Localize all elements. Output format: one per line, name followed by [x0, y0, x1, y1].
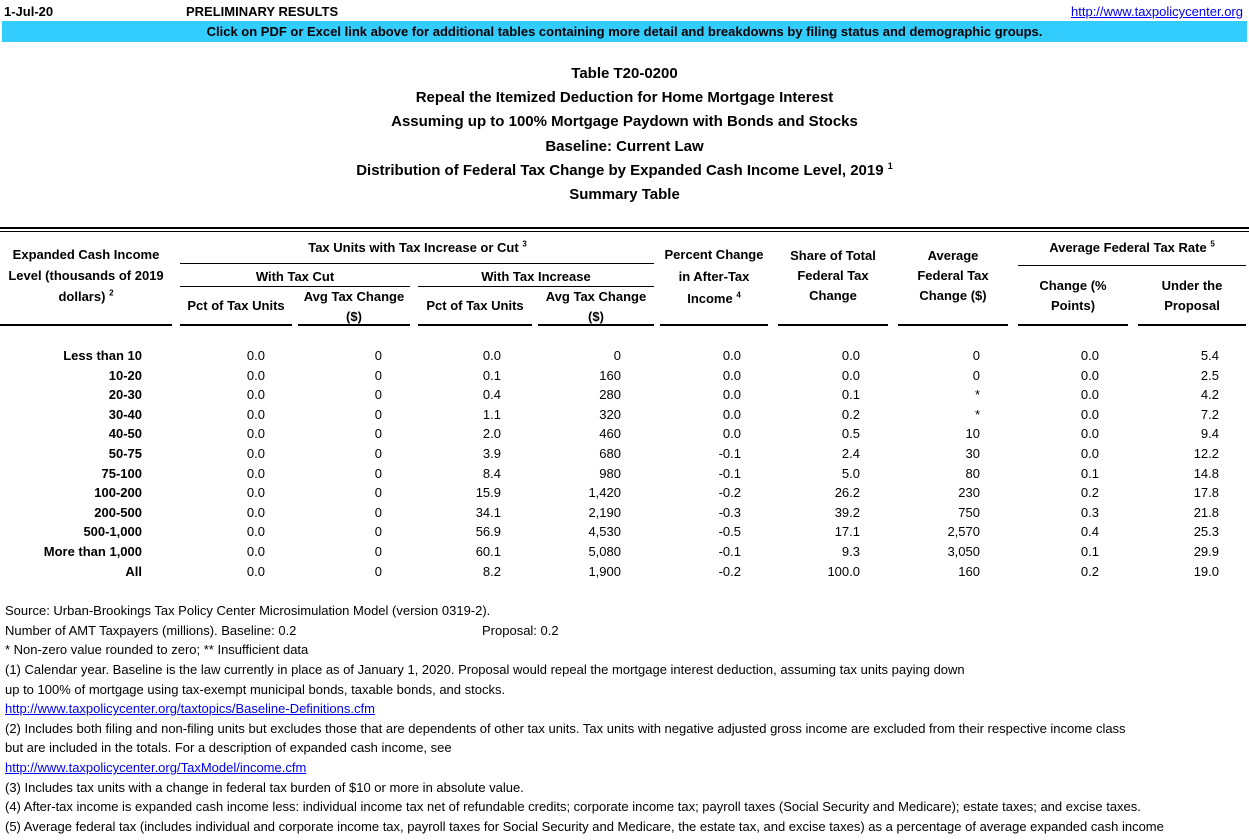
cell-share: 0.1: [841, 387, 860, 403]
cell-inc-pct: 0.4: [482, 387, 501, 403]
amt-proposal: Proposal: 0.2: [482, 623, 559, 638]
title-line-3: Baseline: Current Law: [545, 137, 704, 155]
cell-rate-change: 0.1: [1080, 544, 1099, 559]
col-cut-avg: Avg Tax Change ($): [303, 289, 405, 324]
cell-share: 17.1: [834, 524, 860, 540]
footnote-marker-1: 1: [887, 160, 893, 171]
cell-pct-after: -0.1: [718, 446, 741, 461]
cell-inc-avg: 1,900: [588, 563, 621, 579]
footnote-2b: but are included in the totals. For a description of expanded cash income, see: [5, 740, 452, 755]
col-inc-pct: Pct of Tax Units: [426, 298, 524, 313]
table-row: [0, 562, 1249, 582]
cell-cut-avg: 0: [374, 485, 382, 501]
col-rule-rate-under: [1138, 324, 1246, 326]
col-rule-inc-pct: [418, 324, 532, 326]
col-with-tax-cut: With Tax Cut: [255, 269, 335, 284]
cell-rate-under: 21.8: [1193, 504, 1219, 520]
tpc-link[interactable]: http://www.taxpolicycenter.org: [1071, 4, 1243, 19]
cell-pct-after: -0.5: [718, 524, 741, 540]
row-label: 40-50: [108, 426, 142, 442]
col-avg-rate-group: Average Federal Tax Rate $^5$: [1049, 239, 1215, 255]
cell-inc-pct: 60.1: [475, 544, 501, 559]
cell-rate-under: 12.2: [1193, 446, 1219, 461]
cell-avg-change: 750: [958, 504, 980, 520]
cell-inc-avg: 320: [599, 406, 621, 422]
row-label: 50-75: [108, 446, 142, 461]
cell-pct-after: 0.0: [722, 426, 741, 442]
cell-rate-under: 25.3: [1193, 524, 1219, 540]
cell-share: 26.2: [834, 485, 860, 501]
cell-inc-pct: 0.0: [482, 348, 501, 363]
table-row: [0, 483, 1249, 503]
row-label: 30-40: [108, 406, 142, 422]
cell-avg-change: 80: [965, 465, 980, 481]
cell-inc-pct: 2.0: [482, 426, 501, 442]
cell-rate-under: 7.2: [1200, 406, 1219, 422]
cell-rate-change: 0.0: [1080, 406, 1099, 422]
cell-avg-change: 0: [972, 367, 980, 383]
table-row: [0, 405, 1249, 425]
row-label: Less than 10: [63, 348, 142, 363]
cell-cut-avg: 0: [374, 426, 382, 442]
cell-pct-after: -0.2: [718, 485, 741, 501]
row-label: All: [125, 563, 142, 579]
cell-inc-avg: 680: [599, 446, 621, 461]
header-rule: [0, 227, 1249, 229]
cell-cut-pct: 0.0: [246, 446, 265, 461]
col-rule-after-tax: [660, 324, 768, 326]
cell-pct-after: 0.0: [722, 348, 741, 363]
cell-inc-avg: 280: [599, 387, 621, 403]
col-rule-avg-fed: [898, 324, 1008, 326]
cell-avg-change: 230: [958, 485, 980, 501]
cell-share: 0.2: [841, 406, 860, 422]
cell-inc-avg: 160: [599, 367, 621, 383]
cell-inc-avg: 980: [599, 465, 621, 481]
cell-cut-pct: 0.0: [246, 485, 265, 501]
table-id: Table T20-0200: [571, 65, 678, 82]
cell-cut-avg: 0: [374, 406, 382, 422]
table-row: [0, 542, 1249, 562]
header-rule-thin: [0, 231, 1249, 232]
cell-cut-avg: 0: [374, 465, 382, 481]
cell-share: 2.4: [841, 446, 860, 461]
cell-share: 0.5: [841, 426, 860, 442]
col-rule-rate-change: [1018, 324, 1128, 326]
cell-rate-change: 0.0: [1080, 426, 1099, 442]
cell-cut-pct: 0.0: [246, 524, 265, 540]
footnote-source: Source: Urban-Brookings Tax Policy Center Microsimulation Model (version 0319-2).: [5, 603, 491, 618]
cell-cut-pct: 0.0: [246, 367, 265, 383]
col-rate-under: Under the Proposal: [1161, 278, 1223, 313]
table-row: [0, 503, 1249, 523]
title-line-4: Distribution of Federal Tax Change by Expanded Cash Income Level, 2019 $^1$: [356, 160, 893, 179]
col-rule-share: [778, 324, 888, 326]
cell-rate-under: 2.5: [1200, 367, 1219, 383]
col-inc-avg: Avg Tax Change ($): [545, 289, 647, 324]
footnote-1a: (1) Calendar year. Baseline is the law currently in place as of January 1, 2020. Proposal would repeal the mortgage interest deduction, assuming tax units paying down: [5, 662, 965, 677]
cell-rate-change: 0.0: [1080, 348, 1099, 363]
cell-rate-change: 0.0: [1080, 446, 1099, 461]
table-row: [0, 385, 1249, 405]
row-label: 200-500: [94, 504, 142, 520]
footnote-5: (5) Average federal tax (includes individual and corporate income tax, payroll taxes for Social Security and Medicare, the estate tax, and excise taxes) as a percentage of average expanded cash income: [5, 819, 1164, 834]
footnote-4: (4) After-tax income is expanded cash income less: individual income tax net of refundable credits; corporate income tax; payroll taxes (Social Security and Medicare); estate taxes; and excise taxes.: [5, 799, 1141, 814]
cell-inc-pct: 0.1: [482, 367, 501, 383]
table-row: [0, 366, 1249, 386]
rate-underline: [1018, 265, 1246, 266]
footnote-link-income[interactable]: http://www.taxpolicycenter.org/TaxModel/income.cfm: [5, 760, 307, 775]
cell-pct-after: -0.1: [718, 465, 741, 481]
cell-cut-pct: 0.0: [246, 544, 265, 559]
title-line-1: Repeal the Itemized Deduction for Home Mortgage Interest: [415, 89, 834, 107]
footnote-link-baseline[interactable]: http://www.taxpolicycenter.org/taxtopics/Baseline-Definitions.cfm: [5, 701, 375, 716]
cell-avg-change: 30: [965, 446, 980, 461]
cell-rate-under: 4.2: [1200, 387, 1219, 403]
cell-inc-avg: 460: [599, 426, 621, 442]
report-date: 1-Jul-20: [4, 4, 54, 19]
cell-inc-pct: 15.9: [475, 485, 501, 501]
group-underline: [180, 263, 654, 264]
row-label: 20-30: [108, 387, 142, 403]
cell-rate-under: 17.8: [1193, 485, 1219, 501]
cell-pct-after: -0.1: [718, 544, 741, 559]
cell-inc-avg: 4,530: [588, 524, 621, 540]
cell-inc-pct: 1.1: [482, 406, 501, 422]
table-titles: [0, 62, 1249, 207]
cell-share: 5.0: [841, 465, 860, 481]
cell-cut-pct: 0.0: [246, 348, 265, 363]
cell-rate-under: 29.9: [1193, 544, 1219, 559]
footnote-3: (3) Includes tax units with a change in federal tax burden of $10 or more in absolute value.: [5, 780, 524, 795]
col-income-level: Expanded Cash Income Level (thousands of 2019 dollars) $^2$: [8, 247, 164, 304]
top-bar: [0, 0, 1249, 20]
col-share-total: Share of Total Federal Tax Change: [790, 248, 876, 303]
cell-rate-change: 0.4: [1080, 524, 1099, 540]
col-cut-pct: Pct of Tax Units: [187, 298, 285, 313]
cell-avg-change: 0: [972, 348, 980, 363]
info-banner: Click on PDF or Excel link above for additional tables containing more detail and breakdowns by filing status and demographic groups.: [2, 21, 1247, 42]
cell-avg-change: *: [974, 406, 980, 422]
cell-inc-avg: 5,080: [588, 544, 621, 559]
cell-inc-pct: 34.1: [475, 504, 501, 520]
cell-rate-change: 0.2: [1080, 563, 1099, 579]
cell-rate-under: 9.4: [1200, 426, 1219, 442]
cell-cut-pct: 0.0: [246, 406, 265, 422]
cell-pct-after: -0.2: [718, 563, 741, 579]
cell-rate-change: 0.1: [1080, 465, 1099, 481]
cell-cut-pct: 0.0: [246, 426, 265, 442]
cell-pct-after: -0.3: [718, 504, 741, 520]
title-line-5: Summary Table: [569, 185, 680, 203]
col-with-tax-increase: With Tax Increase: [481, 269, 591, 284]
cell-inc-pct: 3.9: [482, 446, 501, 461]
cell-inc-avg: 2,190: [588, 504, 621, 520]
cell-rate-change: 0.0: [1080, 387, 1099, 403]
title-line-2: Assuming up to 100% Mortgage Paydown with Bonds and Stocks: [391, 113, 858, 131]
footnote-2a: (2) Includes both filing and non-filing units but excludes those that are dependents of other tax units. Tax units with negative adjusted gross income are excluded from their respective income class: [5, 721, 1126, 736]
cell-cut-pct: 0.0: [246, 387, 265, 403]
cell-inc-pct: 8.4: [482, 465, 501, 481]
cell-cut-avg: 0: [374, 544, 382, 559]
col-tax-units-group: Tax Units with Tax Increase or Cut $^3$: [308, 239, 527, 255]
cell-cut-avg: 0: [374, 446, 382, 461]
cell-avg-change: 160: [958, 563, 980, 579]
cell-cut-avg: 0: [374, 563, 382, 579]
cell-inc-pct: 56.9: [475, 524, 501, 540]
cell-cut-avg: 0: [374, 387, 382, 403]
col-rule-cut-pct: [180, 324, 292, 326]
cell-cut-pct: 0.0: [246, 563, 265, 579]
cell-avg-change: 10: [965, 426, 980, 442]
table-row: [0, 522, 1249, 542]
col-avg-fed-tax: Average Federal Tax Change ($): [917, 248, 989, 303]
cell-share: 0.0: [841, 367, 860, 383]
cell-cut-avg: 0: [374, 524, 382, 540]
cell-pct-after: 0.0: [722, 387, 741, 403]
cell-share: 0.0: [841, 348, 860, 363]
cell-rate-change: 0.2: [1080, 485, 1099, 501]
row-label: 10-20: [108, 367, 142, 383]
cell-rate-change: 0.3: [1080, 504, 1099, 520]
table-row: [0, 346, 1249, 366]
cell-pct-after: 0.0: [722, 367, 741, 383]
row-label: More than 1,000: [43, 544, 142, 559]
row-label: 100-200: [94, 485, 142, 501]
cell-share: 100.0: [827, 563, 860, 579]
row-label: 75-100: [101, 465, 142, 481]
cell-cut-avg: 0: [374, 367, 382, 383]
footnote-amt: Number of AMT Taxpayers (millions). Baseline: 0.2 Proposal: 0.2: [5, 621, 296, 641]
footnote-star: * Non-zero value rounded to zero; ** Insufficient data: [5, 642, 309, 657]
footnote-1b: up to 100% of mortgage using tax-exempt municipal bonds, taxable bonds, and stocks.: [5, 682, 506, 697]
col-pct-after-tax: Percent Change in After-Tax Income $^4$: [664, 247, 764, 306]
cell-cut-avg: 0: [374, 348, 382, 363]
cell-share: 9.3: [841, 544, 860, 559]
col-rule-inc-avg: [538, 324, 654, 326]
cell-rate-change: 0.0: [1080, 367, 1099, 383]
table-row: [0, 464, 1249, 484]
cell-avg-change: 3,050: [947, 544, 980, 559]
cell-cut-pct: 0.0: [246, 465, 265, 481]
status-label: PRELIMINARY RESULTS: [186, 4, 339, 19]
table-row: [0, 444, 1249, 464]
row-label: 500-1,000: [83, 524, 142, 540]
cell-cut-pct: 0.0: [246, 504, 265, 520]
cell-inc-avg: 1,420: [588, 485, 621, 501]
cell-cut-avg: 0: [374, 504, 382, 520]
cell-rate-under: 14.8: [1193, 465, 1219, 481]
col-rate-change: Change (% Points): [1039, 278, 1107, 313]
cell-pct-after: 0.0: [722, 406, 741, 422]
cell-rate-under: 19.0: [1193, 563, 1219, 579]
cell-avg-change: 2,570: [947, 524, 980, 540]
col-rule-cut-avg: [298, 324, 410, 326]
table-row: [0, 424, 1249, 444]
cell-avg-change: *: [974, 387, 980, 403]
cell-inc-pct: 8.2: [482, 563, 501, 579]
cell-inc-avg: 0: [613, 348, 621, 363]
cell-share: 39.2: [834, 504, 860, 520]
cell-rate-under: 5.4: [1200, 348, 1219, 363]
col-rule-income: [0, 324, 172, 326]
